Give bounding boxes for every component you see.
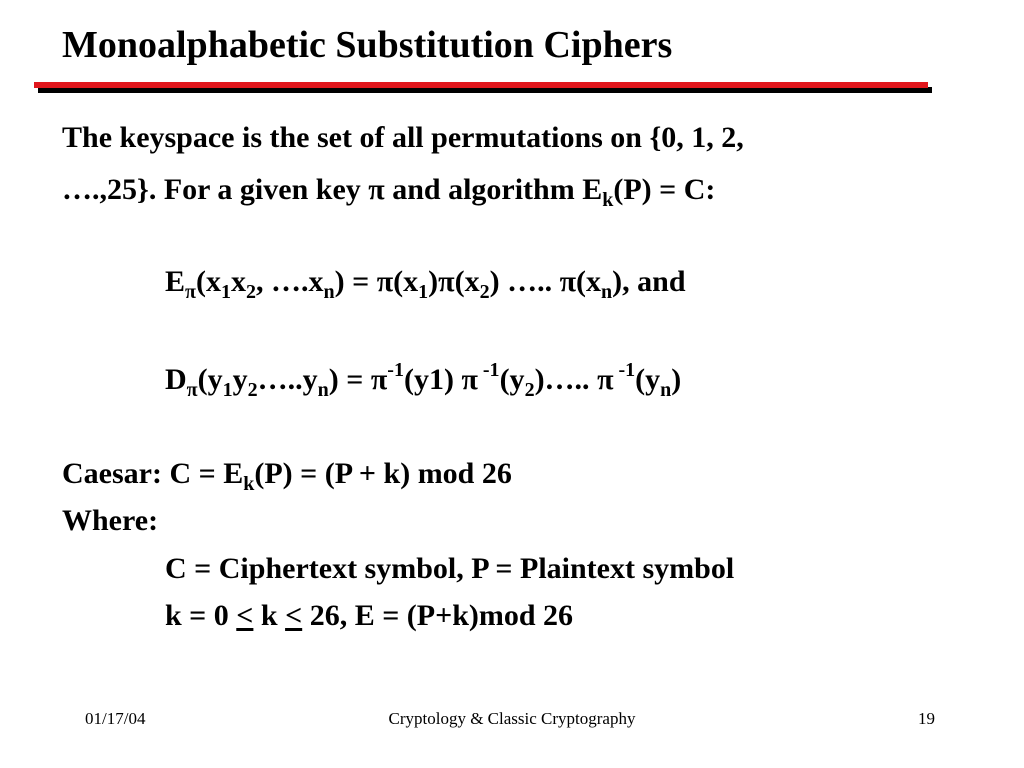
footer-date: 01/17/04 <box>85 709 146 728</box>
def2-c: 26, E = (P+k)mod 26 <box>302 599 574 632</box>
subscript-k: k <box>602 189 614 211</box>
dec-s4: n <box>660 379 672 401</box>
enc-p9: (x <box>576 265 602 298</box>
enc-p10: ), and <box>612 265 686 298</box>
def2-b: k <box>253 599 286 632</box>
enc-p7: (x <box>454 265 480 298</box>
dec-sn: n <box>317 379 329 401</box>
caesar-sub-k: k <box>243 473 255 495</box>
dec-s3: 2 <box>524 379 535 401</box>
dec-sub-pi: π <box>186 379 198 401</box>
less-equal-symbol-1: < <box>236 599 254 632</box>
dec-s1: 1 <box>222 379 233 401</box>
dec-p7: )….. <box>534 363 598 396</box>
title-rule <box>34 82 928 88</box>
intro-text-2b: and algorithm E <box>384 173 603 206</box>
definition-line-2 <box>165 598 573 634</box>
intro-text-1: The keyspace is the set of all permutations on {0, 1, 2, <box>62 121 744 154</box>
dec-pi1: π <box>370 363 388 396</box>
decryption-formula <box>165 359 682 401</box>
enc-p6: ) <box>428 265 439 298</box>
dec-p2: y <box>232 363 248 396</box>
enc-s3: 1 <box>418 281 429 303</box>
dec-p4: ) = <box>328 363 371 396</box>
enc-pi1: π <box>376 265 394 298</box>
enc-sn: n <box>323 281 335 303</box>
enc-s4: 2 <box>479 281 490 303</box>
caesar-b: (P) = (P + k) mod 26 <box>254 457 512 490</box>
footer-title: Cryptology & Classic Cryptography <box>388 709 636 728</box>
enc-e: E <box>165 265 186 298</box>
definition-line-1: C = Ciphertext symbol, P = Plaintext symbol <box>165 552 735 585</box>
page-number: 19 <box>918 709 935 728</box>
dec-p1: (y <box>197 363 223 396</box>
caesar-line <box>62 456 512 495</box>
def2-a: k = 0 <box>165 599 237 632</box>
enc-s2: 2 <box>245 281 256 303</box>
dec-sup1: -1 <box>387 359 404 381</box>
enc-p4: ) = <box>334 265 377 298</box>
dec-d: D <box>165 363 187 396</box>
pi-symbol: π <box>368 173 385 206</box>
enc-pi3: π <box>559 265 577 298</box>
dec-p3: …..y <box>257 363 318 396</box>
caesar-a: Caesar: C = E <box>62 457 244 490</box>
intro-text-2a: ….,25}. For a given key <box>62 173 369 206</box>
slide-title: Monoalphabetic Substitution Ciphers <box>62 24 673 66</box>
enc-s1: 1 <box>220 281 231 303</box>
dec-sup3: -1 <box>613 359 636 381</box>
enc-p8: ) ….. <box>489 265 560 298</box>
intro-line-2 <box>62 172 716 211</box>
enc-p3: , ….x <box>255 265 324 298</box>
enc-p5: (x <box>393 265 419 298</box>
intro-text-2c: (P) = C: <box>613 173 716 206</box>
dec-p6: (y <box>499 363 525 396</box>
dec-p9: ) <box>671 363 682 396</box>
enc-p2: x <box>230 265 246 298</box>
intro-line-1 <box>62 120 744 156</box>
dec-p8: (y <box>635 363 661 396</box>
enc-pi2: π <box>438 265 455 298</box>
less-equal-symbol-2: < <box>285 599 303 632</box>
dec-sup2: -1 <box>477 359 500 381</box>
enc-sub-pi: π <box>185 281 196 303</box>
enc-p1: (x <box>195 265 221 298</box>
where-label: Where: <box>62 504 159 537</box>
dec-pi2: π <box>461 363 478 396</box>
dec-s2: 2 <box>247 379 258 401</box>
encryption-formula <box>165 264 686 303</box>
dec-p5: (y1) <box>403 363 462 396</box>
dec-pi3: π <box>597 363 614 396</box>
enc-s5: n <box>601 281 613 303</box>
